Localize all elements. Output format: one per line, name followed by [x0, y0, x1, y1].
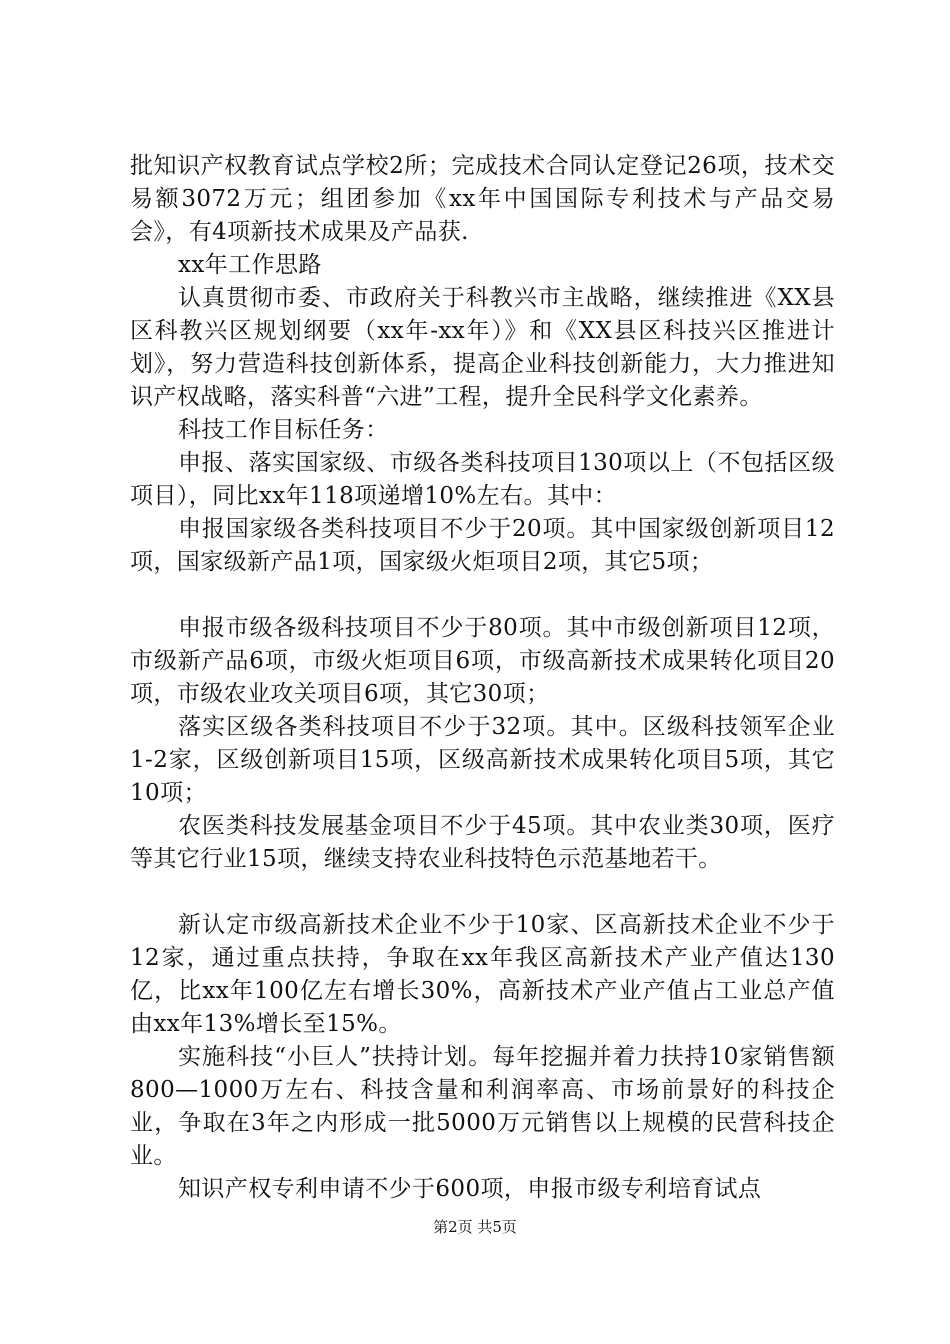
paragraph: 申报、落实国家级、市级各类科技项目130项以上（不包括区级项目），同比xx年118项递增10%左右。其中： [130, 450, 835, 509]
section-heading: 科技工作目标任务： [178, 417, 389, 443]
document-body [130, 150, 835, 1206]
paragraph: 申报市级各级科技项目不少于80项。其中市级创新项目12项，市级新产品6项，市级火炬项目6项，市级高新技术成果转化项目20项，市级农业攻关项目6项，其它30项； [130, 615, 835, 707]
paragraph: 实施科技“小巨人”扶持计划。每年挖掘并着力扶持10家销售额800—1000万左右、科技含量和利润率高、市场前景好的科技企业，争取在3年之内形成一批5000万元销售以上规模的民营科技企业。 [130, 1044, 835, 1169]
paragraph: 申报国家级各类科技项目不少于20项。其中国家级创新项目12项，国家级新产品1项，国家级火炬项目2项，其它5项； [130, 516, 835, 575]
paragraph: 农医类科技发展基金项目不少于45项。其中农业类30项，医疗等其它行业15项，继续支持农业科技特色示范基地若干。 [130, 813, 835, 872]
section-heading: xx年工作思路 [178, 252, 322, 278]
paragraph: 新认定市级高新技术企业不少于10家、区高新技术企业不少于12家，通过重点扶持，争取在xx年我区高新技术产业产值达130亿，比xx年100亿左右增长30%，高新技术产业产值占工业总产值由xx年13%增长至15%。 [130, 912, 835, 1037]
paragraph: 落实区级各类科技项目不少于32项。其中。区级科技领军企业1-2家，区级创新项目15项，区级高新技术成果转化项目5项，其它10项； [130, 714, 835, 806]
paragraph: 认真贯彻市委、市政府关于科教兴市主战略，继续推进《XX县区科教兴区规划纲要（xx年-xx年）》和《XX县区科技兴区推进计划》，努力营造科技创新体系，提高企业科技创新能力，大力推进知识产权战略，落实科普“六进”工程，提升全民科学文化素养。 [130, 285, 835, 410]
paragraph: 批知识产权教育试点学校2所；完成技术合同认定登记26项，技术交易额3072万元；组团参加《xx年中国国际专利技术与产品交易会》，有4项新技术成果及产品获. [130, 153, 835, 245]
page-number-footer: 第2页 共5页 [433, 1218, 517, 1236]
paragraph: 知识产权专利申请不少于600项，申报市级专利培育试点 [178, 1176, 762, 1202]
